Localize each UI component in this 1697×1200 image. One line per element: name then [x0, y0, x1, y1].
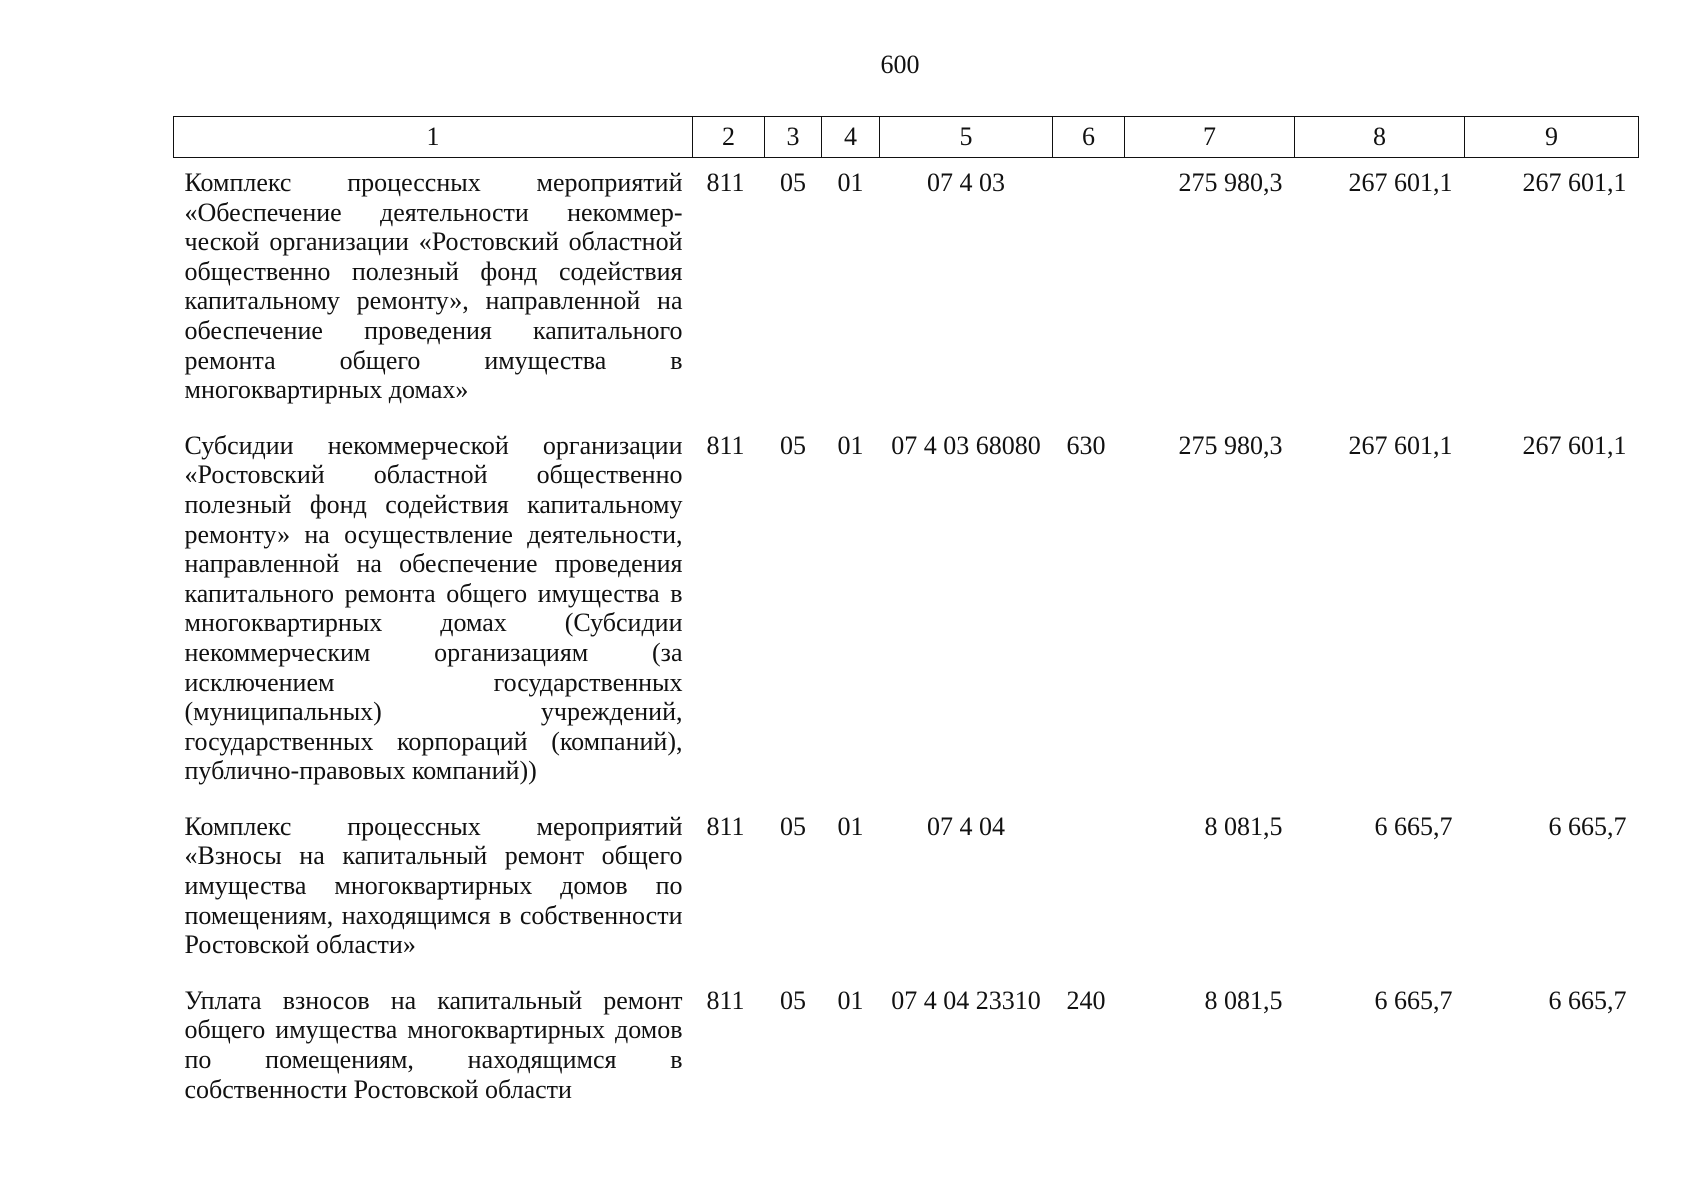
row-target-article: 07 4 03 68080: [891, 430, 1041, 460]
row-ministry: 811: [706, 168, 745, 197]
row-target-article: 07 4 04: [927, 811, 1005, 841]
row-section: 05: [780, 985, 806, 1015]
table-row: [174, 976, 1639, 1120]
header-col-1: 1: [174, 117, 693, 158]
row-subsection: 01: [837, 985, 864, 1015]
row-name: Субсидии некоммерческой организации «Ростовский областной общественно полезный фонд содействия капитальному ремонту» на осуществление деятельности, направленной на обеспечение проведения капитального ремонта общего имущества в многоквартирных домах (Субсидии некоммерческим организациям (за исключением государственных (муниципальных) учреждений, государственных корпораций (компаний), публично-правовых компаний)): [184, 430, 683, 786]
row-section: 05: [780, 811, 806, 841]
header-col-2: 2: [693, 117, 765, 158]
header-col-7: 7: [1125, 117, 1295, 158]
row-section: 05: [780, 168, 806, 197]
table-body: [174, 158, 1639, 1121]
row-ministry: 811: [706, 811, 745, 841]
row-year1: 275 980,3: [1178, 430, 1283, 460]
row-section: 05: [780, 430, 806, 460]
table-row: [174, 802, 1639, 976]
header-row: [174, 117, 1639, 158]
budget-table: [173, 116, 1639, 1120]
row-expense-type: 630: [1066, 430, 1106, 460]
row-year1: 8 081,5: [1204, 985, 1283, 1015]
table-row: [174, 158, 1639, 421]
header-col-8: 8: [1295, 117, 1465, 158]
header-col-3: 3: [765, 117, 822, 158]
row-target-article: 07 4 03: [927, 168, 1005, 197]
row-subsection: 01: [837, 811, 864, 841]
table-header: [174, 117, 1639, 158]
row-target-article: 07 4 04 23310: [891, 985, 1041, 1015]
header-col-6: 6: [1053, 117, 1125, 158]
page-number: 600: [880, 50, 920, 79]
row-year2: 6 665,7: [1374, 811, 1453, 841]
header-col-9: 9: [1465, 117, 1639, 158]
row-year2: 6 665,7: [1374, 985, 1453, 1015]
row-subsection: 01: [837, 168, 864, 197]
row-subsection: 01: [837, 430, 864, 460]
table-row: [174, 421, 1639, 802]
row-name: Комплекс процессных мероприятий «Взносы на капитальный ремонт общего имущества многоквартирных домов по помещениям, находящимся в собственности Ростовской области»: [184, 811, 683, 960]
row-year3: 267 601,1: [1522, 168, 1627, 197]
row-expense-type: 240: [1066, 985, 1106, 1015]
row-expense-type: [1053, 158, 1125, 421]
row-name: Комплекс процессных мероприятий «Обеспечение деятельности некоммерческой организации «Ростовский областной общественно полезный фонд содействия капитальному ремонту», направленной на обеспечение проведения капитального ремонта общего имущества в многоквартирных домах»: [184, 168, 683, 405]
row-ministry: 811: [706, 985, 745, 1015]
row-year2: 267 601,1: [1348, 168, 1453, 197]
row-ministry: 811: [706, 430, 745, 460]
row-expense-type: [1053, 802, 1125, 976]
row-year3: 6 665,7: [1548, 985, 1627, 1015]
row-year3: 6 665,7: [1548, 811, 1627, 841]
row-year1: 275 980,3: [1178, 168, 1283, 197]
header-col-4: 4: [822, 117, 880, 158]
row-year2: 267 601,1: [1348, 430, 1453, 460]
row-name: Уплата взносов на капитальный ремонт общего имущества многоквартирных домов по помещениям, находящимся в собственности Ростовской области: [184, 985, 683, 1104]
row-year1: 8 081,5: [1204, 811, 1283, 841]
row-year3: 267 601,1: [1522, 430, 1627, 460]
header-col-5: 5: [880, 117, 1053, 158]
